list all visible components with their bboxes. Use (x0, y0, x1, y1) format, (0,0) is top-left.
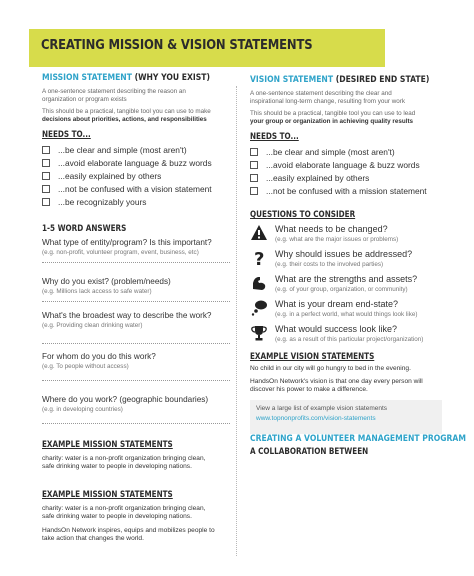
mission-section (42, 73, 230, 210)
questions-consider-section (250, 210, 446, 220)
collab-section (250, 434, 466, 457)
checkbox[interactable] (42, 198, 50, 206)
mission-needs-list (42, 145, 230, 210)
page-title: CREATING MISSION & VISION STATEMENTS (41, 37, 313, 53)
muscle-icon (250, 274, 268, 292)
question-icon (250, 249, 268, 267)
questions-consider-heading: QUESTIONS TO CONSIDER (250, 210, 356, 220)
question-block: For whom do you do this work? (e.g. To people without access) (42, 352, 230, 381)
mission-title: MISSION STATEMENT (WHY YOU EXIST) (42, 73, 210, 83)
example-mission-1: EXAMPLE MISSION STATEMENTS charity: water is a non-profit organization bringing clean, safe drinking water to people in developing nations. (42, 440, 206, 471)
answer-line[interactable] (42, 262, 230, 263)
vision-desc: A one-sentence statement describing the clear and inspirational long-term change, resulting from your work (250, 90, 406, 105)
word-answers-heading: 1-5 WORD ANSWERS (42, 224, 127, 234)
svg-text:?: ? (254, 249, 265, 267)
collab-line-1: CREATING A VOLUNTEER MANAGEMENT PROGRAM (250, 434, 466, 444)
example-vision-line-1: No child in our city will go hungry to bed in the evening. (250, 365, 411, 372)
column-divider (236, 86, 237, 556)
checkbox[interactable] (42, 185, 50, 193)
example-mission-2: EXAMPLE MISSION STATEMENTS charity: water is a non-profit organization bringing clean, safe drinking water to people in developing nations. HandsOn Network inspires, equips and mobilizes people to take action that changes the world. (42, 490, 215, 543)
collab-line-2: A COLLABORATION BETWEEN (250, 447, 369, 457)
mission-need-item[interactable]: ...easily explained by others (42, 171, 230, 184)
checkbox[interactable] (250, 187, 258, 195)
checkbox[interactable] (250, 161, 258, 169)
checkbox[interactable] (42, 159, 50, 167)
vision-section (250, 75, 446, 199)
vision-need-item[interactable]: ...not be confused with a mission statement (250, 186, 446, 199)
answer-line[interactable] (42, 423, 230, 424)
answer-line[interactable] (42, 343, 230, 344)
question-block: Where do you work? (geographic boundaries) (e.g. in developing countries) (42, 395, 230, 424)
vision-needs-list (250, 147, 446, 199)
example-vision-lines-2: HandsOn Network's vision is that one day every person will discover his power to make a difference. (250, 378, 423, 394)
checkbox[interactable] (42, 146, 50, 154)
vision-practical: This should be a practical, tangible tool you can use to lead your group or organization in achieving quality results (250, 110, 416, 125)
vision-statements-link[interactable]: www.topnonprofits.com/vision-statements (256, 415, 376, 422)
answer-line[interactable] (42, 380, 230, 381)
checkbox[interactable] (250, 174, 258, 182)
mission-needs-heading: NEEDS TO... (42, 130, 91, 140)
vision-needs-heading: NEEDS TO... (250, 132, 299, 142)
warning-icon (250, 224, 268, 242)
example-vision-section: EXAMPLE VISION STATEMENTS (250, 352, 375, 362)
question-block: What's the broadest way to describe the work? (e.g. Providing clean drinking water) (42, 311, 230, 344)
question-block: What type of entity/program? Is this important? (e.g. non-profit, volunteer program, event, business, etc) (42, 238, 230, 263)
dream-icon (250, 299, 268, 317)
vision-need-item[interactable]: ...be clear and simple (most aren't) (250, 147, 446, 160)
trophy-icon (250, 324, 268, 342)
checkbox[interactable] (42, 172, 50, 180)
question-block: Why do you exist? (problem/needs) (e.g. Millions lack access to safe water) (42, 277, 230, 302)
mission-practical: This should be a practical, tangible tool you can use to make decisions about priorities, actions, and responsibilities (42, 108, 211, 123)
vision-need-item[interactable]: ...avoid elaborate language & buzz words (250, 160, 446, 173)
mission-need-item[interactable]: ...be clear and simple (most aren't) (42, 145, 230, 158)
questions-consider-list: What needs to be changed? (e.g. what are the major issues or problems) ? Why should issues be addressed? (e.g. their costs to the involved parties) What are the strengths and assets? (e.g. of your group, organization, or community) What is your dream end-state? (e.g. in a perfect world, what would things look like) What would success look like? (e.g. as a result of this particular project/organization) (250, 224, 446, 354)
mission-desc: A one-sentence statement describing the reason an organization or program exists (42, 88, 186, 103)
word-answers-section (42, 224, 230, 234)
answer-line[interactable] (42, 301, 230, 302)
mission-need-item[interactable]: ...avoid elaborate language & buzz words (42, 158, 230, 171)
mission-need-item[interactable]: ...not be confused with a vision statement (42, 184, 230, 197)
example-list-box: View a large list of example vision statements www.topnonprofits.com/vision-statements (250, 400, 442, 434)
checkbox[interactable] (250, 148, 258, 156)
vision-title: VISION STATEMENT (DESIRED END STATE) (250, 75, 430, 85)
vision-need-item[interactable]: ...easily explained by others (250, 173, 446, 186)
mission-need-item[interactable]: ...be recognizably yours (42, 197, 230, 210)
